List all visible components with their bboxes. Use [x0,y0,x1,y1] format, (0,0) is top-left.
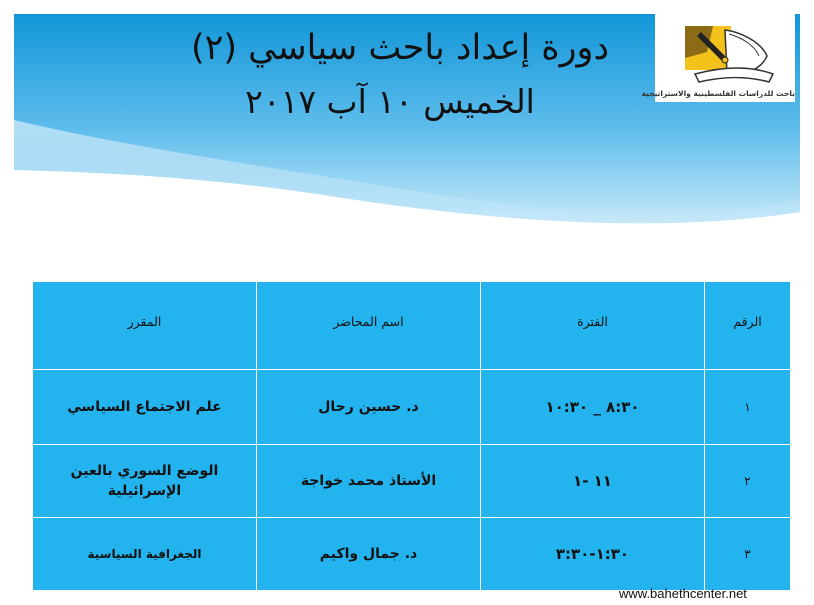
table-row [33,370,791,445]
title-line-1: دورة إعداد باحث سياسي (٢) [190,28,610,68]
pen-and-scroll-logo-icon [655,12,795,88]
table-header-row [33,282,791,370]
cell-lecturer: د. جمال واكيم [257,518,481,591]
header-number: الرقم [705,282,791,370]
schedule-table [32,281,791,591]
logo-caption: باحث للدراسات الفلسطينية والاستراتيجية [641,89,795,98]
cell-number: ١ [705,370,791,445]
baheth-logo [641,12,795,102]
cell-course: الوضع السوري بالعين الإسرائيلية [33,445,257,518]
cell-course: الجغرافية السياسية [33,518,257,591]
cell-course: علم الاجتماع السياسي [33,370,257,445]
table-row [33,518,791,591]
cell-period: ١:٣٠-٣:٣٠ [481,518,705,591]
cell-number: ٣ [705,518,791,591]
table-row [33,445,791,518]
header-lecturer: اسم المحاضر [257,282,481,370]
cell-lecturer: الأستاذ محمد خواجة [257,445,481,518]
cell-period: ١١ -١ [481,445,705,518]
header-period: الفترة [481,282,705,370]
header-course: المقرر [33,282,257,370]
cell-period: ٨:٣٠ _ ١٠:٣٠ [481,370,705,445]
cell-lecturer: د. حسين رحال [257,370,481,445]
title-line-2: الخميس ١٠ آب ٢٠١٧ [245,82,535,121]
cell-number: ٢ [705,445,791,518]
website-url: www.bahethcenter.net [619,586,747,601]
